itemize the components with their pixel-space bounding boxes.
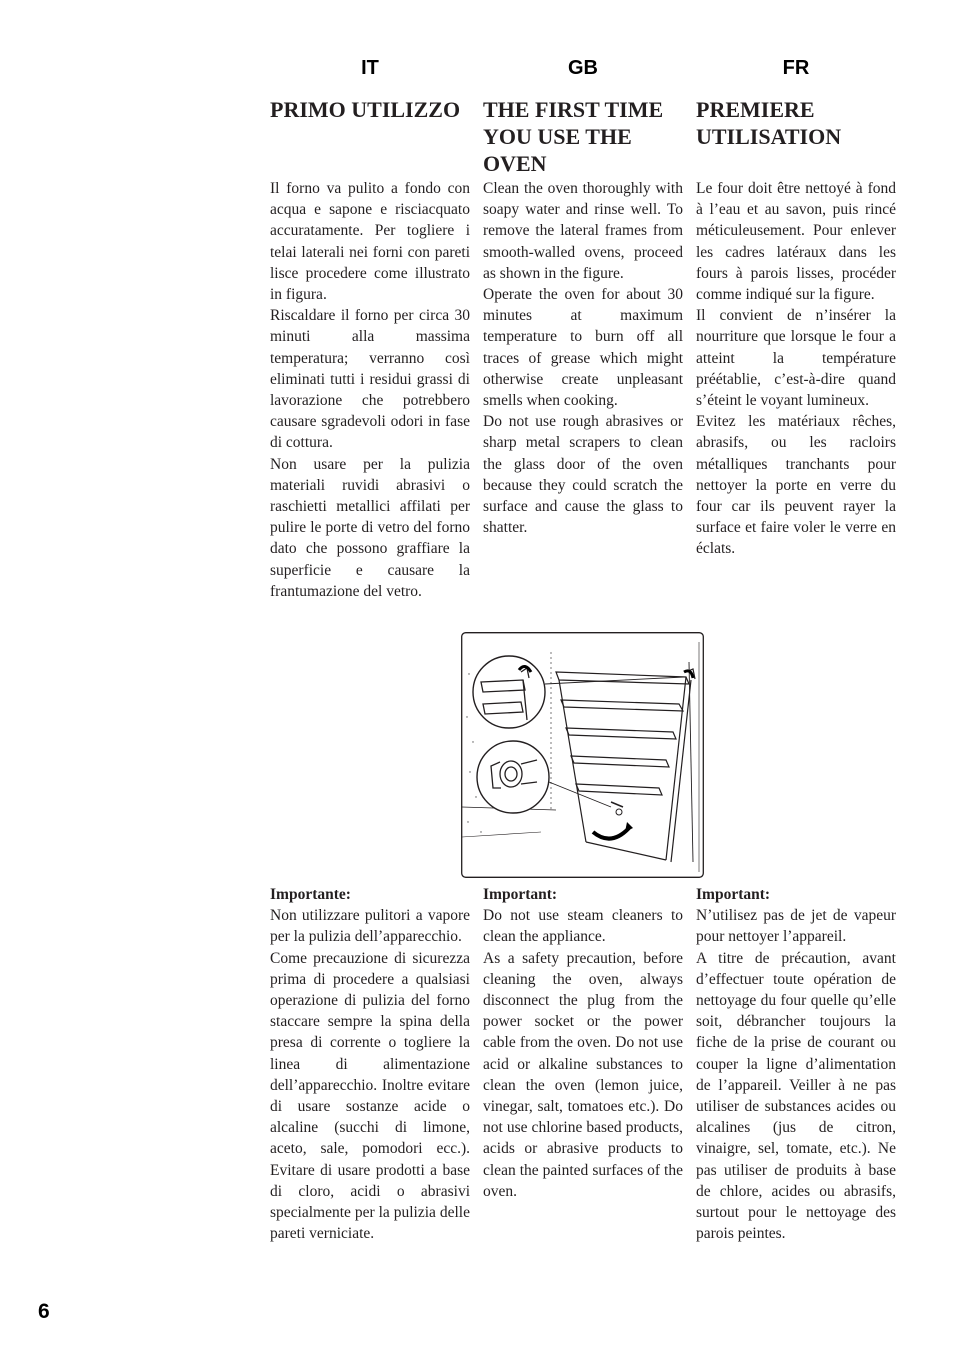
oven-rack-figure: [461, 632, 704, 878]
heading-gb: THE FIRST TIME YOU USE THE OVEN: [483, 97, 664, 176]
paragraph: Riscaldare il forno per circa 30 minuti alla massima temperatura; verranno così eliminati tutti i residui grassi di lavorazione che potrebbero causare sgradevoli odori in fase di cottura.: [270, 307, 470, 452]
lang-code-it: IT: [361, 57, 379, 79]
body-text-fr: [696, 178, 896, 560]
important-title: Important:: [696, 886, 771, 903]
page-number: 6: [38, 1300, 50, 1323]
important-text-gb: [483, 884, 683, 1202]
paragraph: Le four doit être nettoyé à fond à l’eau et au savon, puis rincé méticuleusement. Pour enlever les cadres latéraux dans les fours à parois lisses, procéder comme indiqué sur la figure.: [696, 180, 896, 304]
paragraph: Clean the oven thoroughly with soapy water and rinse well. To remove the lateral frames from smooth-walled ovens, proceed as shown in the figure.: [483, 180, 683, 282]
body-text-it: [270, 178, 470, 602]
important-text-fr: [696, 884, 896, 1244]
heading-it: PRIMO UTILIZZO: [270, 97, 461, 122]
paragraph: Non utilizzare pulitori a vapore per la pulizia dell’apparecchio.: [270, 907, 470, 946]
important-title: Importante:: [270, 886, 351, 903]
paragraph: Il forno va pulito a fondo con acqua e sapone e risciacquato accuratamente. Per togliere i telai laterali nei forni con pareti lisce procedere come illustrato in figura.: [270, 180, 470, 304]
paragraph: Do not use steam cleaners to clean the appliance.: [483, 907, 683, 946]
important-title: Important:: [483, 886, 558, 903]
body-text-gb: [483, 178, 683, 538]
paragraph: Come precauzione di sicurezza prima di procedere a qualsiasi operazione di pulizia del forno staccare sempre la spina della presa di corrente o togliere la linea di alimentazione dell’apparecchio. Inoltre evitare di usare sostanze acide o alcaline (succhi di limone, aceto, sale, pomodori ecc.). Evitare di usare prodotti a base di cloro, acidi o abrasivi specialmente per la pulizia delle pareti verniciate.: [270, 949, 470, 1243]
heading-fr: PREMIERE UTILISATION: [696, 97, 842, 149]
paragraph: Evitez les matériaux rêches, abrasifs, ou les racloirs métalliques tranchants pour nettoyer la porte en verre du four car ils peuvent rayer la surface et faire voler le verre en éclats.: [696, 413, 896, 558]
paragraph: Non usare per la pulizia materiali ruvidi abrasivi o raschietti metallici affilati per pulire le porte di vetro del forno dato che possono graffiare la superficie e causare la frantumazione del vetro.: [270, 455, 470, 600]
paragraph: Operate the oven for about 30 minutes at maximum temperature to burn off all traces of grease which might otherwise create unpleasant smells when cooking.: [483, 286, 683, 410]
paragraph: Il convient de n’insérer la nourriture que lorsque le four a atteint la température préétablie, c’est-à-dire quand s’éteint le voyant lumineux.: [696, 307, 896, 410]
lang-code-gb: GB: [568, 57, 598, 79]
paragraph: As a safety precaution, before cleaning the oven, always disconnect the plug from the power socket or the power cable from the oven. Do not use acid or alkaline substances to clean the oven (lemon juice, vinegar, salt, tomatoes etc.). Do not use chlorine based products, acids or abrasive products to clean the painted surfaces of the oven.: [483, 949, 683, 1200]
lang-code-fr: FR: [782, 57, 810, 79]
paragraph: A titre de précaution, avant d’effectuer toute opération de nettoyage du four quelle qu’elle soit, débrancher toujours la fiche de la prise de courant ou couper la ligne d’alimentation de l’appareil. Veiller à ne pas utiliser de substances acides ou alcalines (jus de citron, vinaigre, sel, tomate, etc.). Ne pas utiliser de produits à base de chlore, acides ou abrasifs, surtout pour le nettoyage des parois peintes.: [696, 949, 896, 1243]
oven-side-rack-removal-illustration-icon: [461, 632, 704, 878]
paragraph: N’utilisez pas de jet de vapeur pour nettoyer l’appareil.: [696, 907, 896, 946]
paragraph: Do not use rough abrasives or sharp metal scrapers to clean the glass door of the oven because they could scratch the surface and cause the glass to shatter.: [483, 413, 683, 537]
important-text-it: [270, 884, 470, 1244]
